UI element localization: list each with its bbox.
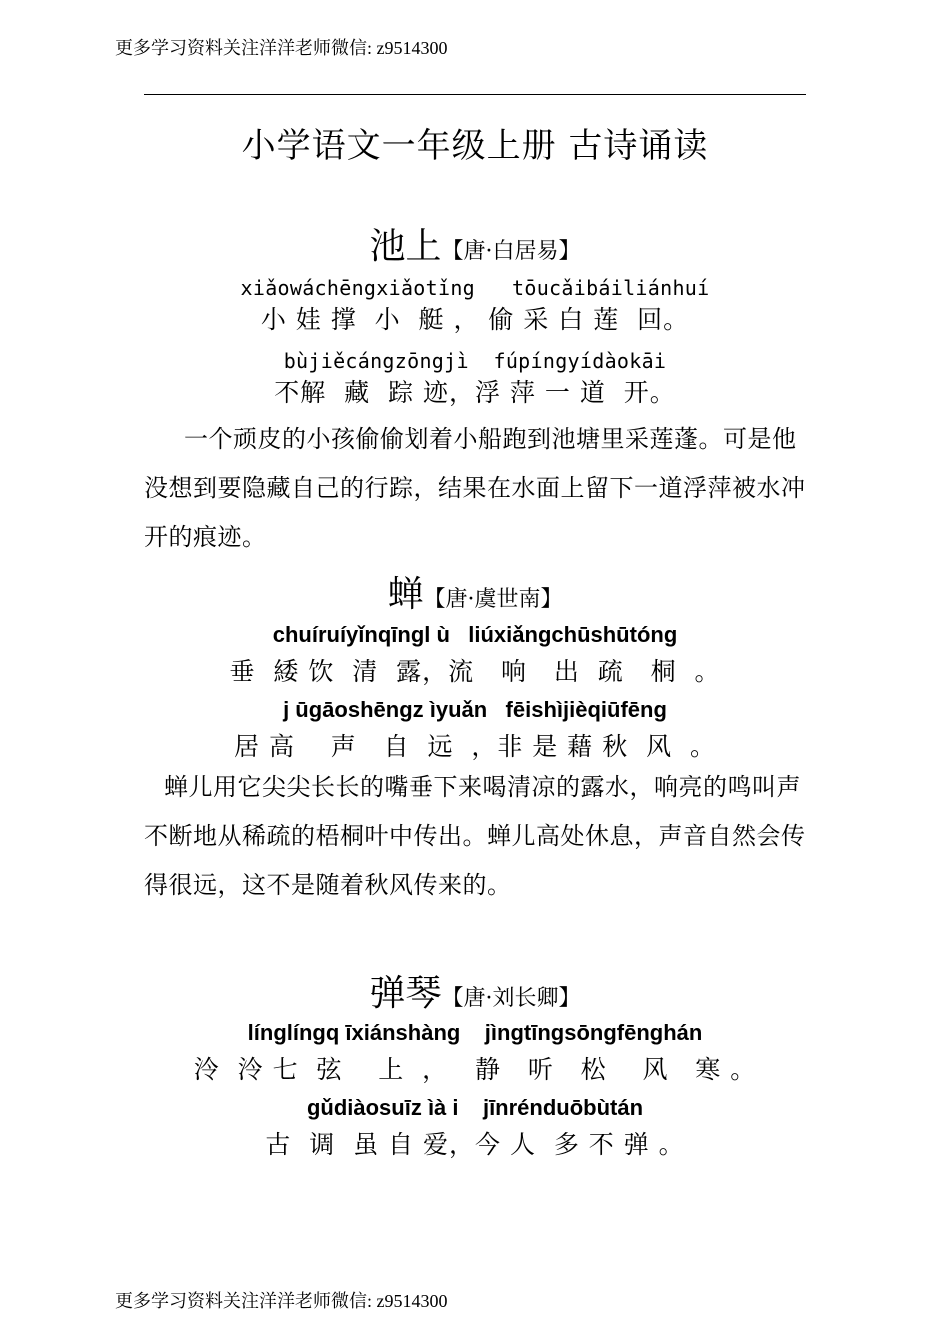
poem-author: 【唐·虞世南】: [423, 587, 563, 612]
pinyin-line: xiǎowáchēngxiǎotǐng tōucǎibáiliánhuí: [240, 276, 710, 300]
explanation-paragraph: 一个顽皮的小孩偷偷划着小船跑到池塘里采莲蓬。可是他没想到要隐藏自己的行踪，结果在水面上留下一道浮萍被水冲开的痕迹。: [144, 425, 806, 551]
pinyin-line: bùjiěcángzōngjì fúpíngyídàokāi: [283, 349, 667, 373]
poem-name: 蝉: [387, 574, 424, 615]
poem-line: 居 高 声 自 远 ，非 是 藉 秋 风 。: [234, 732, 716, 761]
footer-note: 更多学习资料关注洋洋老师微信: z9514300: [115, 1291, 448, 1311]
poem-line: 不解 藏 踪 迹，浮 萍 一 道 开。: [274, 378, 676, 407]
poem-line: 垂 緌 饮 清 露，流 响 出 疏 桐 。: [229, 657, 721, 686]
poem-line: 泠 泠 七 弦 上 ， 静 听 松 风 寒 。: [193, 1055, 757, 1084]
header-divider: [144, 94, 806, 95]
pinyin-line: j ūgāoshēngz ìyuǎn fēishìjièqiūfēng: [283, 697, 667, 722]
poem-title: [0, 566, 950, 617]
pinyin-line: gǔdiàosuīz ìà i jīnrénduōbùtán: [306, 1095, 644, 1120]
header-note: 更多学习资料关注洋洋老师微信: z9514300: [115, 38, 448, 58]
explanation-paragraph: 蝉儿用它尖尖长长的嘴垂下来喝清凉的露水，响亮的鸣叫声不断地从稀疏的梧桐叶中传出。蝉儿高处休息，声音自然会传得很远，这不是随着秋风传来的。: [144, 773, 806, 899]
poem-line: 古 调 虽 自 爱，今 人 多 不 弹 。: [265, 1130, 685, 1159]
poem-title: [0, 965, 950, 1016]
poem-author: 【唐·白居易】: [441, 239, 581, 264]
pinyin-line: línglíngq īxiánshàng jìngtīngsōngfēnghán: [247, 1020, 703, 1045]
poem-name: 池上: [369, 226, 442, 267]
poem-author: 【唐·刘长卿】: [441, 986, 581, 1011]
poem-title: [0, 218, 950, 269]
poem-name: 弹琴: [369, 973, 442, 1014]
pinyin-line: chuíruíyǐnqīngl ù liúxiǎngchūshūtóng: [272, 622, 678, 647]
poem-explanation: [144, 763, 808, 910]
poem-line: 小 娃 撑 小 艇 ， 偷 采 白 莲 回。: [260, 305, 690, 334]
poem-explanation: [144, 415, 808, 562]
page-title: 小学语文一年级上册 古诗诵读: [241, 126, 709, 166]
